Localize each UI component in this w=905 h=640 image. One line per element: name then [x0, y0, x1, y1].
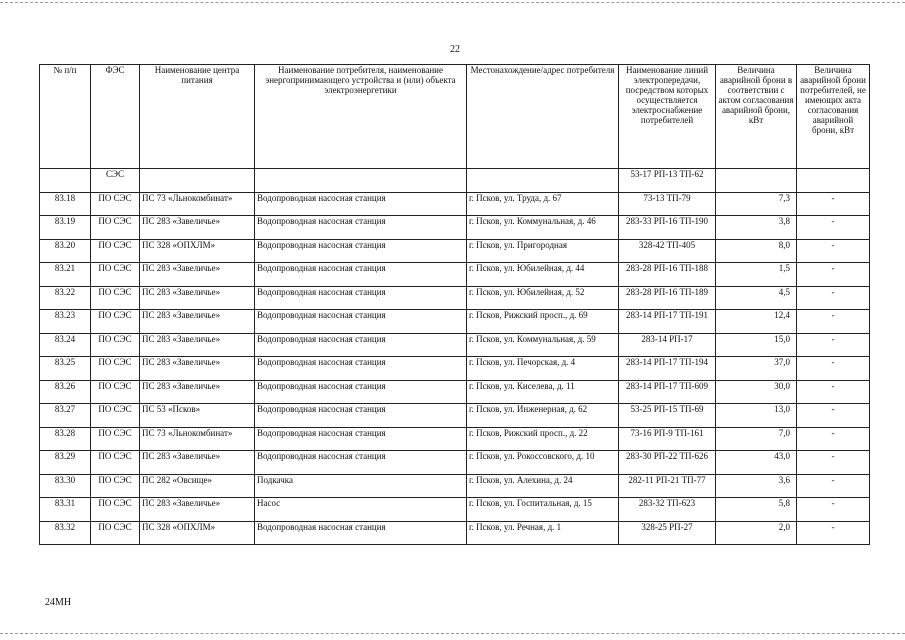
cell-reserve-without-act: - [797, 333, 870, 357]
scan-edge-bottom [0, 633, 905, 634]
cell-reserve-with-act: 8,0 [716, 239, 797, 263]
cell-reserve-with-act: 7,0 [716, 427, 797, 451]
cell-fes: СЭС [91, 169, 140, 193]
cell-power-center: ПС 283 «Завеличье» [140, 451, 255, 475]
cell-power-center: ПС 328 «ОПХЛМ» [140, 521, 255, 545]
cell-power-lines: 283-30 РП-22 ТП-626 [619, 451, 716, 475]
header-number: № п/п [40, 65, 91, 169]
cell-power-center: ПС 328 «ОПХЛМ» [140, 239, 255, 263]
cell-consumer: Водопроводная насосная станция [255, 357, 467, 381]
cell-power-lines: 283-14 РП-17 ТП-609 [619, 380, 716, 404]
cell-consumer: Водопроводная насосная станция [255, 216, 467, 240]
header-power-lines: Наименование линий электропередачи, посредством которых осуществляется электроснабжение потребителей [619, 65, 716, 169]
cell-power-center: ПС 73 «Льнокомбинат» [140, 192, 255, 216]
cell-reserve-without-act [797, 169, 870, 193]
cell-reserve-without-act: - [797, 474, 870, 498]
header-reserve-with-act: Величина аварийной брони в соответствии с актом согласования аварийной брони, кВт [716, 65, 797, 169]
cell-reserve-with-act: 3,8 [716, 216, 797, 240]
cell-power-lines: 73-13 ТП-79 [619, 192, 716, 216]
cell-consumer: Водопроводная насосная станция [255, 286, 467, 310]
cell-power-center: ПС 283 «Завеличье» [140, 380, 255, 404]
cell-fes: ПО СЭС [91, 404, 140, 428]
table-row [40, 216, 870, 240]
cell-fes: ПО СЭС [91, 451, 140, 475]
header-address: Местонахождение/адрес потребителя [467, 65, 619, 169]
table-row [40, 239, 870, 263]
cell-address: г. Псков, ул. Рокоссовского, д. 10 [467, 451, 619, 475]
cell-reserve-with-act: 5,8 [716, 498, 797, 522]
cell-fes: ПО СЭС [91, 474, 140, 498]
cell-fes: ПО СЭС [91, 263, 140, 287]
cell-consumer: Подкачка [255, 474, 467, 498]
cell-reserve-without-act: - [797, 310, 870, 334]
cell-address: г. Псков, ул. Киселева, д. 11 [467, 380, 619, 404]
cell-fes: ПО СЭС [91, 521, 140, 545]
cell-consumer: Водопроводная насосная станция [255, 427, 467, 451]
cell-fes: ПО СЭС [91, 357, 140, 381]
cell-consumer: Водопроводная насосная станция [255, 310, 467, 334]
cell-fes: ПО СЭС [91, 380, 140, 404]
cell-fes: ПО СЭС [91, 239, 140, 263]
cell-consumer: Водопроводная насосная станция [255, 451, 467, 475]
cell-reserve-with-act: 37,0 [716, 357, 797, 381]
cell-reserve-with-act: 15,0 [716, 333, 797, 357]
cell-power-lines: 282-11 РП-21 ТП-77 [619, 474, 716, 498]
cell-reserve-with-act: 4,5 [716, 286, 797, 310]
cell-address [467, 169, 619, 193]
cell-reserve-with-act: 43,0 [716, 451, 797, 475]
cell-power-center: ПС 282 «Овсище» [140, 474, 255, 498]
cell-power-center: ПС 283 «Завеличье» [140, 498, 255, 522]
cell-power-lines: 283-28 РП-16 ТП-189 [619, 286, 716, 310]
cell-power-lines: 283-32 ТП-623 [619, 498, 716, 522]
table-row [40, 357, 870, 381]
cell-number: 83.26 [40, 380, 91, 404]
cell-power-center [140, 169, 255, 193]
table-row [40, 310, 870, 334]
header-fes: ФЭС [91, 65, 140, 169]
cell-power-lines: 283-33 РП-16 ТП-190 [619, 216, 716, 240]
cell-address: г. Псков, ул. Печорская, д. 4 [467, 357, 619, 381]
cell-number: 83.23 [40, 310, 91, 334]
cell-consumer: Водопроводная насосная станция [255, 239, 467, 263]
cell-number: 83.27 [40, 404, 91, 428]
cell-power-lines: 283-14 РП-17 ТП-194 [619, 357, 716, 381]
cell-power-center: ПС 53 «Псков» [140, 404, 255, 428]
cell-address: г. Псков, ул. Инженерная, д. 62 [467, 404, 619, 428]
footer-code: 24МН [45, 597, 72, 608]
cell-consumer: Водопроводная насосная станция [255, 404, 467, 428]
cell-reserve-without-act: - [797, 286, 870, 310]
cell-power-center: ПС 283 «Завеличье» [140, 357, 255, 381]
table-row [40, 380, 870, 404]
cell-power-lines: 53-25 РП-15 ТП-69 [619, 404, 716, 428]
table-row [40, 333, 870, 357]
cell-number: 83.22 [40, 286, 91, 310]
cell-number [40, 169, 91, 193]
cell-power-lines: 283-14 РП-17 [619, 333, 716, 357]
cell-address: г. Псков, ул. Труда, д. 67 [467, 192, 619, 216]
cell-reserve-without-act: - [797, 498, 870, 522]
cell-reserve-without-act: - [797, 239, 870, 263]
cell-number: 83.18 [40, 192, 91, 216]
scan-edge-top [0, 2, 905, 3]
cell-consumer: Водопроводная насосная станция [255, 521, 467, 545]
table-row [40, 286, 870, 310]
header-reserve-without-act: Величина аварийной брони потребителей, не имеющих акта согласования аварийной брони, кВт [797, 65, 870, 169]
cell-power-center: ПС 73 «Льнокомбинат» [140, 427, 255, 451]
cell-address: г. Псков, Рижский просп., д. 69 [467, 310, 619, 334]
cell-reserve-with-act: 12,4 [716, 310, 797, 334]
cell-reserve-without-act: - [797, 427, 870, 451]
cell-address: г. Псков, ул. Юбилейная, д. 52 [467, 286, 619, 310]
cell-power-lines: 283-14 РП-17 ТП-191 [619, 310, 716, 334]
cell-fes: ПО СЭС [91, 286, 140, 310]
cell-fes: ПО СЭС [91, 192, 140, 216]
cell-consumer: Насос [255, 498, 467, 522]
cell-address: г. Псков, ул. Речная, д. 1 [467, 521, 619, 545]
cell-number: 83.28 [40, 427, 91, 451]
cell-number: 83.30 [40, 474, 91, 498]
table-row [40, 474, 870, 498]
cell-consumer: Водопроводная насосная станция [255, 263, 467, 287]
cell-address: г. Псков, ул. Пригородная [467, 239, 619, 263]
cell-reserve-with-act: 2,0 [716, 521, 797, 545]
cell-number: 83.24 [40, 333, 91, 357]
power-reserve-table [39, 64, 870, 545]
cell-power-center: ПС 283 «Завеличье» [140, 263, 255, 287]
cell-fes: ПО СЭС [91, 333, 140, 357]
cell-consumer: Водопроводная насосная станция [255, 192, 467, 216]
cell-number: 83.20 [40, 239, 91, 263]
table-body [40, 169, 870, 545]
cell-reserve-without-act: - [797, 192, 870, 216]
cell-consumer [255, 169, 467, 193]
cell-reserve-without-act: - [797, 357, 870, 381]
cell-fes: ПО СЭС [91, 427, 140, 451]
cell-reserve-without-act: - [797, 216, 870, 240]
table-row [40, 498, 870, 522]
cell-number: 83.32 [40, 521, 91, 545]
cell-fes: ПО СЭС [91, 216, 140, 240]
cell-reserve-with-act [716, 169, 797, 193]
cell-address: г. Псков, ул. Коммунальная, д. 46 [467, 216, 619, 240]
cell-fes: ПО СЭС [91, 310, 140, 334]
cell-power-center: ПС 283 «Завеличье» [140, 333, 255, 357]
table-row [40, 451, 870, 475]
cell-address: г. Псков, ул. Госпитальная, д. 15 [467, 498, 619, 522]
cell-reserve-without-act: - [797, 404, 870, 428]
cell-fes: ПО СЭС [91, 498, 140, 522]
table-header-row [40, 65, 870, 169]
cell-address: г. Псков, ул. Юбилейная, д. 44 [467, 263, 619, 287]
cell-reserve-without-act: - [797, 263, 870, 287]
page-number: 22 [450, 44, 460, 55]
cell-reserve-without-act: - [797, 451, 870, 475]
cell-power-lines: 328-25 РП-27 [619, 521, 716, 545]
cell-reserve-with-act: 1,5 [716, 263, 797, 287]
cell-reserve-with-act: 7,3 [716, 192, 797, 216]
cell-number: 83.25 [40, 357, 91, 381]
table-row [40, 192, 870, 216]
table-row [40, 404, 870, 428]
cell-number: 83.19 [40, 216, 91, 240]
cell-reserve-with-act: 3,6 [716, 474, 797, 498]
cell-power-lines: 328-42 ТП-405 [619, 239, 716, 263]
cell-power-lines: 73-16 РП-9 ТП-161 [619, 427, 716, 451]
cell-power-lines: 283-28 РП-16 ТП-188 [619, 263, 716, 287]
cell-consumer: Водопроводная насосная станция [255, 380, 467, 404]
cell-number: 83.29 [40, 451, 91, 475]
cell-power-center: ПС 283 «Завеличье» [140, 216, 255, 240]
table-row [40, 263, 870, 287]
header-power-center: Наименование центра питания [140, 65, 255, 169]
cell-power-center: ПС 283 «Завеличье» [140, 286, 255, 310]
table-row [40, 169, 870, 193]
cell-address: г. Псков, ул. Коммунальная, д. 59 [467, 333, 619, 357]
table-row [40, 521, 870, 545]
table-row [40, 427, 870, 451]
cell-address: г. Псков, ул. Алехина, д. 24 [467, 474, 619, 498]
cell-address: г. Псков, Рижский просп., д. 22 [467, 427, 619, 451]
cell-reserve-without-act: - [797, 521, 870, 545]
cell-reserve-with-act: 30,0 [716, 380, 797, 404]
cell-number: 83.31 [40, 498, 91, 522]
cell-reserve-without-act: - [797, 380, 870, 404]
cell-power-center: ПС 283 «Завеличье» [140, 310, 255, 334]
header-consumer: Наименование потребителя, наименование энергопринимающего устройства и (или) объекта электроэнергетики [255, 65, 467, 169]
cell-consumer: Водопроводная насосная станция [255, 333, 467, 357]
cell-power-lines: 53-17 РП-13 ТП-62 [619, 169, 716, 193]
cell-reserve-with-act: 13,0 [716, 404, 797, 428]
cell-number: 83.21 [40, 263, 91, 287]
